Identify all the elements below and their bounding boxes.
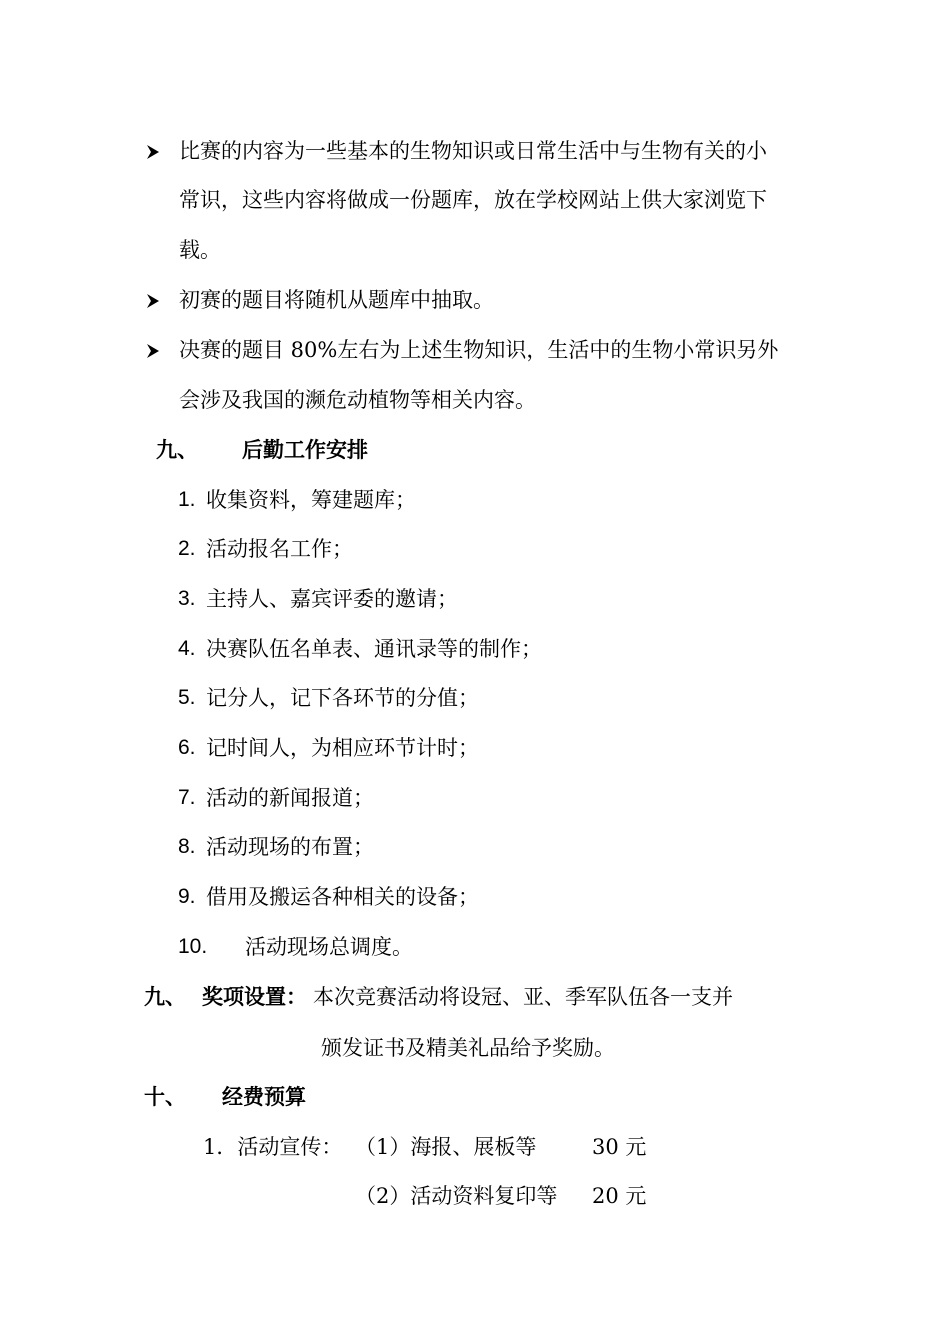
logistics-item-3-text: 主持人、嘉宾评委的邀请； <box>206 587 458 611</box>
logistics-item-1-num: 1. <box>178 488 196 511</box>
logistics-item-10-num: 10. <box>178 935 208 958</box>
bullet-1-line-3: 载。 <box>179 238 221 262</box>
logistics-item-4-num: 4. <box>178 637 196 660</box>
arrow-bullet-icon <box>146 144 160 160</box>
logistics-item-9-text: 借用及搬运各种相关的设备； <box>206 885 479 909</box>
logistics-item-2-text: 活动报名工作； <box>206 537 353 561</box>
logistics-item-10-text: 活动现场总调度。 <box>245 935 413 959</box>
logistics-item-3-num: 3. <box>178 587 196 610</box>
section-awards-text-2: 颁发证书及精美礼品给予奖励。 <box>321 1036 615 1060</box>
logistics-item-2-num: 2. <box>178 537 196 560</box>
budget-item-label: 1．活动宣传： <box>203 1135 343 1159</box>
arrow-bullet-icon <box>146 343 160 359</box>
logistics-item-4-text: 决赛队伍名单表、通讯录等的制作； <box>206 637 542 661</box>
logistics-item-5-num: 5. <box>178 686 196 709</box>
budget-row-2-name: （2）活动资料复印等 <box>355 1184 558 1208</box>
logistics-item-1-text: 收集资料，筹建题库； <box>206 488 416 512</box>
bullet-1-line-2: 常识，这些内容将做成一份题库，放在学校网站上供大家浏览下 <box>179 188 767 212</box>
bullet-3-line-2: 会涉及我国的濒危动植物等相关内容。 <box>179 388 536 412</box>
logistics-item-8-num: 8. <box>178 835 196 858</box>
bullet-1-line-1: 比赛的内容为一些基本的生物知识或日常生活中与生物有关的小 <box>179 139 767 163</box>
budget-row-1-amount: 30 元 <box>592 1135 647 1159</box>
section-budget-number: 十、 <box>144 1084 186 1109</box>
bullet-3-line-1: 决赛的题目 80%左右为上述生物知识，生活中的生物小常识另外 <box>179 338 779 362</box>
logistics-item-5-text: 记分人，记下各环节的分值； <box>206 686 479 710</box>
logistics-item-6-text: 记时间人，为相应环节计时； <box>206 736 479 760</box>
logistics-item-7-num: 7. <box>178 786 196 809</box>
logistics-item-8-text: 活动现场的布置； <box>206 835 374 859</box>
section-awards-label: 奖项设置： <box>202 984 307 1009</box>
section-logistics-number: 九、 <box>156 437 198 462</box>
section-awards-text-1: 本次竞赛活动将设冠、亚、季军队伍各一支并 <box>313 985 733 1009</box>
budget-row-2-amount: 20 元 <box>592 1184 647 1208</box>
bullet-2-line-1: 初赛的题目将随机从题库中抽取。 <box>179 288 494 312</box>
logistics-item-7-text: 活动的新闻报道； <box>206 786 374 810</box>
section-awards-number: 九、 <box>144 984 186 1009</box>
logistics-item-9-num: 9. <box>178 885 196 908</box>
arrow-bullet-icon <box>146 293 160 309</box>
budget-row-1-name: （1）海报、展板等 <box>355 1135 537 1159</box>
section-logistics-title: 后勤工作安排 <box>242 437 368 462</box>
section-budget-title: 经费预算 <box>222 1084 306 1109</box>
logistics-item-6-num: 6. <box>178 736 196 759</box>
